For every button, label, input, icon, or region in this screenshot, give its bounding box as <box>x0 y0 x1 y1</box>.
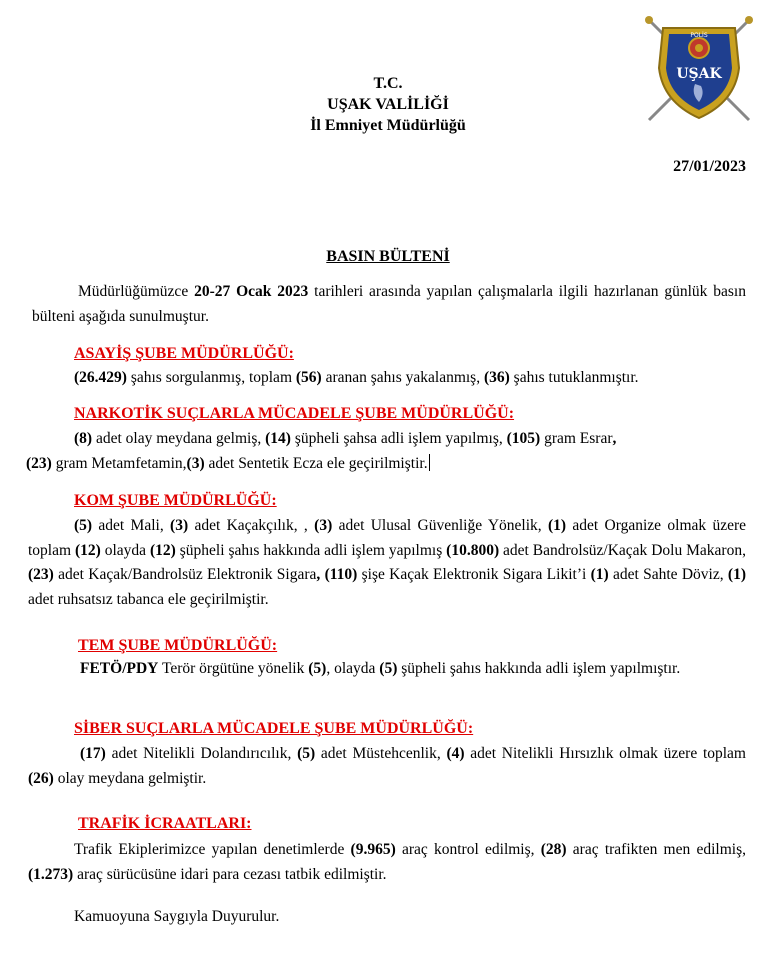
section-body-kom: (5) adet Mali, (3) adet Kaçakçılık, , (3) adet Ulusal Güvenliğe Yönelik, (1) adet Organize olmak üzere toplam (12) olayda (12) şüpheli şahıs hakkında adli işlem yapılmış (10.800) adet Bandrolsüz/Kaçak Dolu Makaron, (23) adet Kaçak/Bandrolsüz Elektronik Sigara, (110) şişe Kaçak Elektronik Sigara Likit’i (1) adet Sahte Döviz, (1) adet ruhsatsız tabanca ele geçirilmiştir. <box>28 517 747 608</box>
section-body-siber: (17) adet Nitelikli Dolandırıcılık, (5) adet Müstehcenlik, (4) adet Nitelikli Hırsızlık olmak üzere toplam (26) olay meydana gelmiştir. <box>28 745 746 787</box>
header-valilik: UŞAK VALİLİĞİ <box>327 96 449 113</box>
section-heading-trafik: TRAFİK İCRAATLARI: <box>78 815 252 832</box>
section-body-narkotik: (8) adet olay meydana gelmiş, (14) şüpheli şahsa adli işlem yapılmış, (105) gram Esrar, (23) gram Metamfetamin,(3) adet Sentetik Ecza ele geçirilmiştir. <box>26 430 617 472</box>
section-heading-siber: SİBER SUÇLARLA MÜCADELE ŞUBE MÜDÜRLÜĞÜ: <box>74 720 474 737</box>
intro-paragraph <box>32 280 746 329</box>
police-logo <box>643 14 755 126</box>
section-heading-tem: TEM ŞUBE MÜDÜRLÜĞÜ: <box>78 637 278 654</box>
intro-text: tarihleri arasında yapılan çalışmalarla ilgili hazırlanan günlük basın bülteni aşağıda sunulmuştur. <box>32 283 746 325</box>
section-body-trafik: Trafik Ekiplerimizce yapılan denetimlerde (9.965) araç kontrol edilmiş, (28) araç trafikten men edilmiş, (1.273) araç sürücüsüne idari para cezası tatbik edilmiştir. <box>28 841 746 883</box>
intro-text: Müdürlüğümüzce <box>78 283 195 300</box>
page-title: BASIN BÜLTENİ <box>326 248 450 265</box>
header-emniyet: İl Emniyet Müdürlüğü <box>310 117 466 134</box>
logo-city-text: UŞAK <box>676 66 722 82</box>
text-cursor <box>429 454 430 471</box>
closing-text: Kamuoyuna Saygıyla Duyurulur. <box>74 908 280 925</box>
police-shield-emblem-icon <box>643 14 755 126</box>
section-body-asayis: (26.429) şahıs sorgulanmış, toplam (56) aranan şahıs yakalanmış, (36) şahıs tutuklanmıştır. <box>74 369 639 386</box>
section-body-tem: FETÖ/PDY Terör örgütüne yönelik (5), olayda (5) şüpheli şahıs hakkında adli işlem yapılmıştır. <box>80 660 681 677</box>
header-tc: T.C. <box>373 75 403 92</box>
section-heading-narkotik: NARKOTİK SUÇLARLA MÜCADELE ŞUBE MÜDÜRLÜĞÜ: <box>74 405 515 422</box>
intro-date-range: 20-27 Ocak 2023 <box>194 283 309 300</box>
bulletin-date: 27/01/2023 <box>673 158 746 175</box>
logo-top-text: POLİS <box>690 32 708 39</box>
section-heading-kom: KOM ŞUBE MÜDÜRLÜĞÜ: <box>74 492 277 509</box>
section-heading-asayis: ASAYİŞ ŞUBE MÜDÜRLÜĞÜ: <box>74 345 294 362</box>
